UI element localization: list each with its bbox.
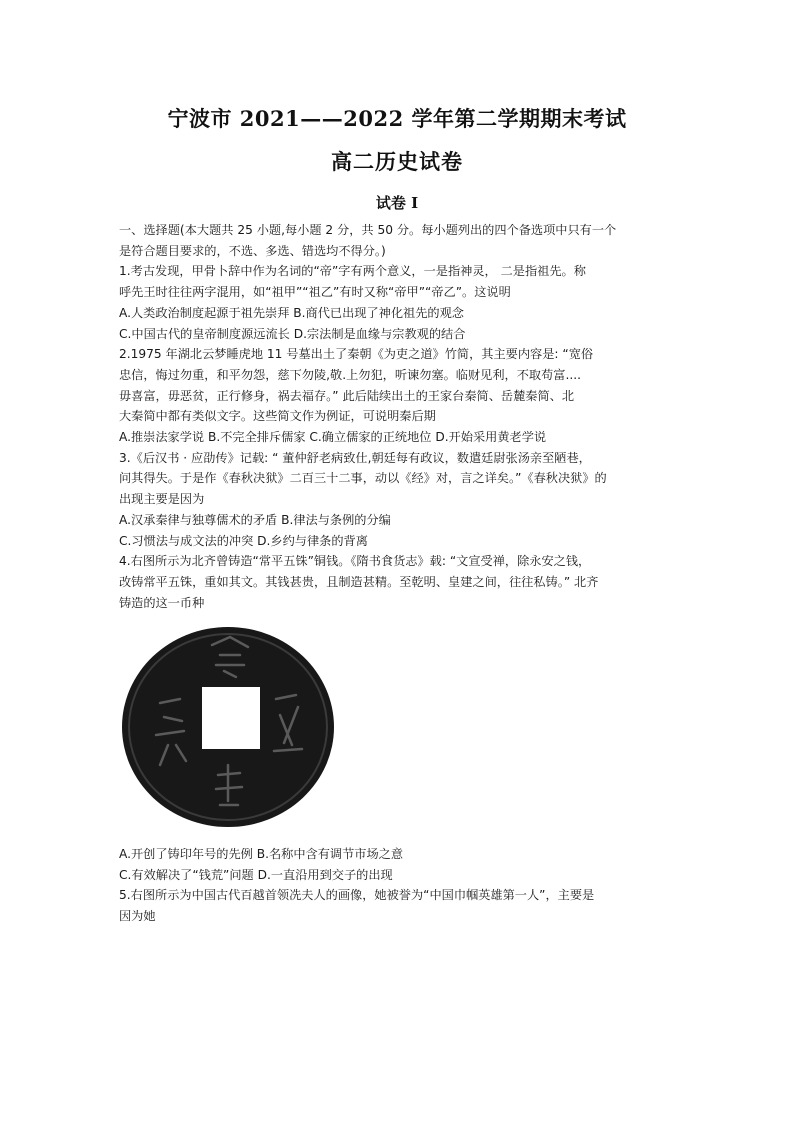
text-line: 忠信，悔过勿重，和平勿怨，慈下勿陵,敬.上勿犯，听谏勿塞。临财见利，不取苟富.... <box>119 367 581 382</box>
text-line: A.人类政治制度起源于祖先崇拜 B.商代已出现了神化祖先的观念 <box>119 305 464 320</box>
question-text-block-1 <box>119 220 679 613</box>
text-line: 是符合题目要求的，不选、多选、错选均不得分。) <box>119 243 386 258</box>
text-line: C.有效解决了“钱荒”问题 D.一直沿用到交子的出现 <box>119 867 393 882</box>
text-line: 铸造的这一币种 <box>119 595 205 610</box>
text-line: 毋喜富，毋恶贫，正行修身，祸去福存。” 此后陆续出土的王家台秦简、岳麓秦简、北 <box>119 388 575 403</box>
coin-image <box>120 625 336 829</box>
section-heading: 试卷 I <box>375 194 419 212</box>
text-line: 因为她 <box>119 909 156 924</box>
text-line: A.汉承秦律与独尊儒术的矛盾 B.律法与条例的分编 <box>119 512 391 527</box>
text-line: 5.右图所示为中国古代百越首领冼夫人的画像，她被誉为“中国巾帼英雄第一人”，主要是 <box>119 888 595 903</box>
text-line: 出现主要是因为 <box>119 492 205 507</box>
ancient-coin-icon <box>120 625 336 829</box>
text-line: 改铸常平五铢，重如其文。其钱甚贵，且制造甚精。至乾明、皇建之间，往往私铸。” 北齐 <box>119 574 599 589</box>
text-line: 1.考古发现，甲骨卜辞中作为名词的“帝”字有两个意义，一是指神灵， 二是指祖先。称 <box>119 264 586 279</box>
text-line: C.中国古代的皇帝制度源远流长 D.宗法制是血缘与宗教观的结合 <box>119 326 466 341</box>
text-line: 2.1975 年湖北云梦睡虎地 11 号墓出土了秦朝《为吏之道》竹简，其主要内容是: “宽俗 <box>119 347 594 362</box>
text-line: A.开创了铸印年号的先例 B.名称中含有调节市场之意 <box>119 847 404 861</box>
text-line: 呼先王时往往两字混用，如“祖甲”“祖乙”有时又称“帝甲”“帝乙”。这说明 <box>119 285 511 300</box>
coin-square-hole <box>202 687 260 749</box>
text-line: A.推崇法家学说 B.不完全排斥儒家 C.确立儒家的正统地位 D.开始采用黄老学说 <box>119 430 547 445</box>
text-line: 4.右图所示为北齐曾铸造“常平五铢”铜钱。《隋书食货志》载: “文宣受禅，除永安之钱， <box>119 554 591 569</box>
text-line: 3.《后汉书 · 应劭传》记载: “ 董仲舒老病致仕,朝廷每有政议，数遣廷尉张汤亲至陋巷， <box>119 450 591 465</box>
text-line: 一、选择题(本大题共 25 小题,每小题 2 分，共 50 分。每小题列出的四个备选项中只有一个 <box>119 223 617 237</box>
exam-subtitle: 高二历史试卷 <box>331 149 463 174</box>
exam-title: 宁波市 2021——2022 学年第二学期期末考试 <box>167 106 627 131</box>
text-line: 问其得失。于是作《春秋决狱》二百三十二事，动以《经》对，言之详矣。”《春秋决狱》的 <box>119 471 607 486</box>
text-line: C.习惯法与成文法的冲突 D.乡约与律条的背离 <box>119 533 368 548</box>
question-text-block-2 <box>119 844 679 927</box>
text-line: 大秦简中都有类似文字。这些简文作为例证，可说明秦后期 <box>119 409 436 424</box>
